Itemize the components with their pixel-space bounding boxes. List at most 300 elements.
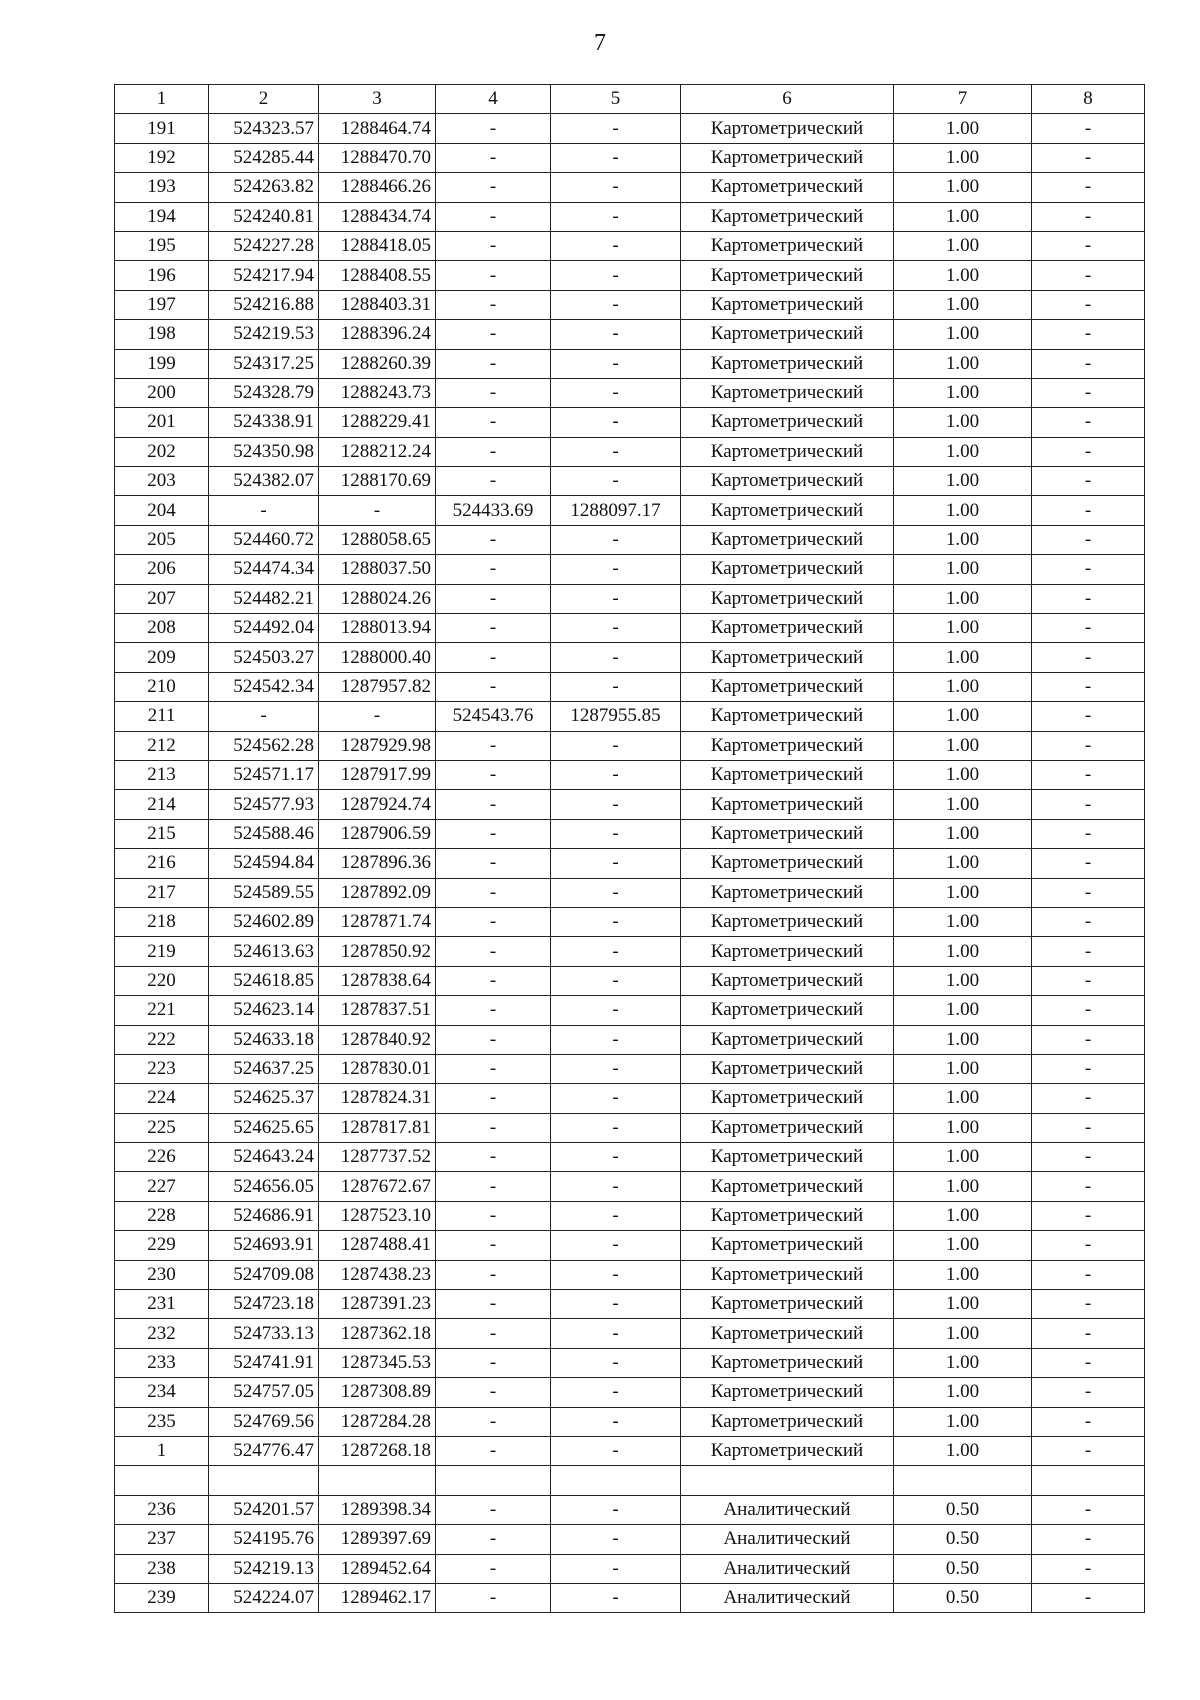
table-cell: - [551, 173, 681, 202]
table-cell: 524656.05 [209, 1172, 319, 1201]
table-row [115, 1054, 1145, 1083]
table-cell: 1287838.64 [319, 966, 436, 995]
table-row [115, 114, 1145, 143]
table-cell: - [551, 349, 681, 378]
table-cell: - [1032, 672, 1145, 701]
table-cell: - [436, 1260, 551, 1289]
table-cell: - [1032, 1348, 1145, 1377]
table-cell: Картометрический [681, 378, 894, 407]
table-row [115, 790, 1145, 819]
table-cell: 195 [115, 231, 209, 260]
table-cell: 1288229.41 [319, 408, 436, 437]
table-cell: - [551, 1143, 681, 1172]
table-cell: 524433.69 [436, 496, 551, 525]
table-row [115, 1378, 1145, 1407]
table-cell: 1287840.92 [319, 1025, 436, 1054]
table-cell: - [209, 496, 319, 525]
table-cell: 1288037.50 [319, 555, 436, 584]
table-row [115, 702, 1145, 731]
table-cell: - [1032, 1407, 1145, 1436]
table-cell: - [551, 1054, 681, 1083]
table-cell: 524562.28 [209, 731, 319, 760]
table-cell: 1287929.98 [319, 731, 436, 760]
table-cell: - [1032, 819, 1145, 848]
page-number: 7 [594, 30, 606, 56]
table-cell: - [436, 231, 551, 260]
table-cell: 1.00 [894, 320, 1032, 349]
table-cell: 524482.21 [209, 584, 319, 613]
table-cell: 1288466.26 [319, 173, 436, 202]
table-cell: 226 [115, 1143, 209, 1172]
table-cell: Картометрический [681, 408, 894, 437]
table-cell: - [551, 672, 681, 701]
table-row [115, 1348, 1145, 1377]
table-cell: 524686.91 [209, 1201, 319, 1230]
table-cell: - [1032, 702, 1145, 731]
table-cell: - [436, 1201, 551, 1230]
table-cell: 524285.44 [209, 143, 319, 172]
table-cell: 1288024.26 [319, 584, 436, 613]
table-cell: 1.00 [894, 584, 1032, 613]
table-cell: - [1032, 1495, 1145, 1524]
table-cell: 229 [115, 1231, 209, 1260]
table-cell: - [436, 849, 551, 878]
table-row [115, 731, 1145, 760]
table-cell: - [551, 996, 681, 1025]
table-cell: 1.00 [894, 173, 1032, 202]
table-cell: 524503.27 [209, 643, 319, 672]
table-cell: - [436, 467, 551, 496]
table-cell: 1.00 [894, 202, 1032, 231]
table-cell: 524693.91 [209, 1231, 319, 1260]
table-row [115, 1260, 1145, 1289]
column-header: 8 [1032, 85, 1145, 114]
table-cell: 1.00 [894, 1407, 1032, 1436]
table-cell: 232 [115, 1319, 209, 1348]
table-cell: - [1032, 555, 1145, 584]
table-cell: 221 [115, 996, 209, 1025]
table-cell: - [436, 525, 551, 554]
table-cell: - [1032, 878, 1145, 907]
table-cell: 1.00 [894, 731, 1032, 760]
table-cell: - [551, 1231, 681, 1260]
table-cell: Картометрический [681, 1113, 894, 1142]
table-cell: Картометрический [681, 1143, 894, 1172]
table-cell: 197 [115, 290, 209, 319]
table-cell: 524625.37 [209, 1084, 319, 1113]
table-cell: 524588.46 [209, 819, 319, 848]
table-row [115, 1583, 1145, 1612]
table-cell: 524227.28 [209, 231, 319, 260]
table-cell: - [551, 614, 681, 643]
table-cell: - [436, 290, 551, 319]
table-cell: - [1032, 1554, 1145, 1583]
table-cell: - [436, 320, 551, 349]
table-cell: 524219.53 [209, 320, 319, 349]
table-cell: - [1032, 202, 1145, 231]
table-cell: 228 [115, 1201, 209, 1230]
table-cell: - [1032, 760, 1145, 789]
column-header: 2 [209, 85, 319, 114]
table-cell: 1288058.65 [319, 525, 436, 554]
table-cell: 224 [115, 1084, 209, 1113]
table-cell: 213 [115, 760, 209, 789]
table-cell: 524741.91 [209, 1348, 319, 1377]
table-cell: - [551, 114, 681, 143]
table-cell: Картометрический [681, 1231, 894, 1260]
table-row [115, 672, 1145, 701]
table-cell: 1287362.18 [319, 1319, 436, 1348]
table-cell: 0.50 [894, 1583, 1032, 1612]
column-header: 1 [115, 85, 209, 114]
table-cell: 524323.57 [209, 114, 319, 143]
table-row [115, 173, 1145, 202]
table-cell: 201 [115, 408, 209, 437]
table-header-row [115, 85, 1145, 114]
table-cell: - [436, 173, 551, 202]
table-cell: 1.00 [894, 1348, 1032, 1377]
table-cell: - [1032, 1113, 1145, 1142]
table-cell: 1.00 [894, 849, 1032, 878]
table-cell [115, 1466, 209, 1495]
table-cell: 524618.85 [209, 966, 319, 995]
table-cell: 191 [115, 114, 209, 143]
table-cell: 205 [115, 525, 209, 554]
table-cell: - [1032, 143, 1145, 172]
table-cell: - [1032, 1201, 1145, 1230]
table-cell: 238 [115, 1554, 209, 1583]
table-row [115, 202, 1145, 231]
table-cell: - [1032, 1025, 1145, 1054]
table-cell: 192 [115, 143, 209, 172]
table-cell: 1289397.69 [319, 1525, 436, 1554]
table-cell: - [551, 966, 681, 995]
table-cell: - [1032, 437, 1145, 466]
table-cell: - [551, 1172, 681, 1201]
table-cell: 1.00 [894, 378, 1032, 407]
table-row [115, 643, 1145, 672]
table-cell: 524613.63 [209, 937, 319, 966]
table-cell: 1288470.70 [319, 143, 436, 172]
table-cell: - [1032, 1290, 1145, 1319]
table-cell: - [1032, 790, 1145, 819]
table-cell: 1.00 [894, 1172, 1032, 1201]
table-cell: - [1032, 1054, 1145, 1083]
table-row [115, 819, 1145, 848]
table-cell: 524201.57 [209, 1495, 319, 1524]
table-cell: - [1032, 496, 1145, 525]
table-cell: 1287672.67 [319, 1172, 436, 1201]
table-cell: Картометрический [681, 584, 894, 613]
table-cell: 524643.24 [209, 1143, 319, 1172]
table-cell: - [551, 1378, 681, 1407]
table-cell: - [436, 1231, 551, 1260]
table-cell: Картометрический [681, 1407, 894, 1436]
table-cell: 1.00 [894, 408, 1032, 437]
table-row [115, 1231, 1145, 1260]
table-cell: Картометрический [681, 996, 894, 1025]
table-cell: 214 [115, 790, 209, 819]
table-cell: Картометрический [681, 819, 894, 848]
table-cell: 1287830.01 [319, 1054, 436, 1083]
table-cell: 1.00 [894, 760, 1032, 789]
table-cell: - [1032, 1084, 1145, 1113]
table-row [115, 878, 1145, 907]
table-cell: - [551, 231, 681, 260]
table-cell: 234 [115, 1378, 209, 1407]
table-cell: 524240.81 [209, 202, 319, 231]
table-cell: - [436, 1348, 551, 1377]
table-cell: 1287906.59 [319, 819, 436, 848]
table-cell: 1.00 [894, 1084, 1032, 1113]
table-cell: - [551, 1319, 681, 1348]
table-cell: - [436, 760, 551, 789]
table-cell: - [551, 1436, 681, 1465]
table-cell: 1287284.28 [319, 1407, 436, 1436]
table-cell: Картометрический [681, 1378, 894, 1407]
column-header: 4 [436, 85, 551, 114]
table-row [115, 584, 1145, 613]
table-cell: 1288243.73 [319, 378, 436, 407]
table-cell: Картометрический [681, 760, 894, 789]
table-cell: - [436, 1290, 551, 1319]
table-cell: 524460.72 [209, 525, 319, 554]
table-cell [551, 1466, 681, 1495]
table-row [115, 437, 1145, 466]
table-row [115, 349, 1145, 378]
table-cell: - [1032, 525, 1145, 554]
table-row [115, 1525, 1145, 1554]
table-cell: Картометрический [681, 731, 894, 760]
table-cell: 1.00 [894, 819, 1032, 848]
table-cell: 1289452.64 [319, 1554, 436, 1583]
table-row [115, 1319, 1145, 1348]
coordinates-table [114, 84, 1145, 1613]
table-cell: - [1032, 378, 1145, 407]
table-cell: 236 [115, 1495, 209, 1524]
table-cell: 524625.65 [209, 1113, 319, 1142]
table-cell: - [209, 702, 319, 731]
table-cell: - [551, 1201, 681, 1230]
table-cell: 1288396.24 [319, 320, 436, 349]
table-cell: 1287438.23 [319, 1260, 436, 1289]
table-cell: 1287308.89 [319, 1378, 436, 1407]
table-cell: 1.00 [894, 1319, 1032, 1348]
table-cell: - [436, 261, 551, 290]
table-cell: - [1032, 1172, 1145, 1201]
table-cell: Картометрический [681, 1172, 894, 1201]
table-cell [209, 1466, 319, 1495]
table-cell: - [436, 1143, 551, 1172]
table-cell: 239 [115, 1583, 209, 1612]
table-cell: 1.00 [894, 966, 1032, 995]
table-cell: 1.00 [894, 525, 1032, 554]
table-cell: - [551, 525, 681, 554]
table-cell: - [436, 937, 551, 966]
table-cell: - [436, 819, 551, 848]
table-cell [1032, 1466, 1145, 1495]
table-cell: 1288097.17 [551, 496, 681, 525]
table-cell: - [551, 261, 681, 290]
table-cell: 1.00 [894, 702, 1032, 731]
table-row [115, 1436, 1145, 1465]
table-cell: 1.00 [894, 614, 1032, 643]
table-cell: Картометрический [681, 878, 894, 907]
table-cell: 202 [115, 437, 209, 466]
table-cell: - [551, 937, 681, 966]
table-cell: - [1032, 1583, 1145, 1612]
table-row [115, 1407, 1145, 1436]
table-row [115, 1143, 1145, 1172]
table-cell: 1287523.10 [319, 1201, 436, 1230]
table-cell [436, 1466, 551, 1495]
table-cell: 524637.25 [209, 1054, 319, 1083]
table-cell: - [1032, 173, 1145, 202]
table-cell: 218 [115, 907, 209, 936]
table-cell: Картометрический [681, 614, 894, 643]
table-cell: - [436, 408, 551, 437]
table-cell: - [1032, 467, 1145, 496]
table-cell: - [436, 1084, 551, 1113]
table-cell: 1288418.05 [319, 231, 436, 260]
table-cell: 200 [115, 378, 209, 407]
table-cell: - [1032, 1143, 1145, 1172]
table-cell: 217 [115, 878, 209, 907]
table-row [115, 996, 1145, 1025]
table-cell: 0.50 [894, 1525, 1032, 1554]
table-cell: 1288434.74 [319, 202, 436, 231]
table-cell: 524216.88 [209, 290, 319, 319]
table-cell: 524543.76 [436, 702, 551, 731]
table-cell: - [551, 1525, 681, 1554]
table-row [115, 1290, 1145, 1319]
table-cell: - [1032, 731, 1145, 760]
table-cell: - [551, 760, 681, 789]
table-cell: 219 [115, 937, 209, 966]
table-cell: - [436, 1583, 551, 1612]
table-cell: - [436, 672, 551, 701]
table-row [115, 320, 1145, 349]
table-cell: - [551, 1348, 681, 1377]
table-cell: Картометрический [681, 672, 894, 701]
table-cell: Аналитический [681, 1583, 894, 1612]
table-cell: - [436, 1378, 551, 1407]
table-cell: - [1032, 290, 1145, 319]
table-cell: - [551, 1407, 681, 1436]
table-cell: Картометрический [681, 231, 894, 260]
table-cell: 207 [115, 584, 209, 613]
table-cell: 223 [115, 1054, 209, 1083]
table-cell: - [1032, 1319, 1145, 1348]
table-cell: 1288212.24 [319, 437, 436, 466]
table-row [115, 1495, 1145, 1524]
table-cell: 1.00 [894, 1290, 1032, 1319]
table-body [115, 114, 1145, 1613]
table-row [115, 467, 1145, 496]
table-cell: 227 [115, 1172, 209, 1201]
table-cell: - [319, 496, 436, 525]
table-cell: - [551, 849, 681, 878]
table-cell: 1.00 [894, 878, 1032, 907]
table-cell: - [551, 643, 681, 672]
table-cell: - [551, 1495, 681, 1524]
table-cell: Картометрический [681, 1260, 894, 1289]
table-cell: 1288260.39 [319, 349, 436, 378]
table-row [115, 555, 1145, 584]
table-cell: 1287955.85 [551, 702, 681, 731]
table-cell: 524224.07 [209, 1583, 319, 1612]
table-cell: 1.00 [894, 143, 1032, 172]
table-cell: 1.00 [894, 114, 1032, 143]
table-cell: 1287817.81 [319, 1113, 436, 1142]
table-cell: 524709.08 [209, 1260, 319, 1289]
table-cell: - [436, 614, 551, 643]
table-cell [681, 1466, 894, 1495]
table-cell: - [436, 1554, 551, 1583]
table-cell: Картометрический [681, 702, 894, 731]
table-row [115, 290, 1145, 319]
table-row [115, 760, 1145, 789]
table-cell: 524757.05 [209, 1378, 319, 1407]
table-cell: Картометрический [681, 643, 894, 672]
column-header: 3 [319, 85, 436, 114]
table-cell: 524328.79 [209, 378, 319, 407]
table-cell: - [436, 790, 551, 819]
table-cell: - [436, 437, 551, 466]
table-cell [319, 1466, 436, 1495]
table-cell: - [551, 1290, 681, 1319]
table-cell: 524723.18 [209, 1290, 319, 1319]
table-row [115, 1113, 1145, 1142]
table-cell: 524219.13 [209, 1554, 319, 1583]
table-cell: - [436, 1025, 551, 1054]
table-row [115, 966, 1145, 995]
table-cell: Картометрический [681, 467, 894, 496]
table-row [115, 231, 1145, 260]
table-cell: - [1032, 907, 1145, 936]
table-cell: - [436, 1113, 551, 1142]
table-cell: 1287917.99 [319, 760, 436, 789]
table-cell: 194 [115, 202, 209, 231]
table-cell: - [1032, 614, 1145, 643]
table-cell: Аналитический [681, 1525, 894, 1554]
table-cell: - [436, 1525, 551, 1554]
table-cell: Картометрический [681, 1290, 894, 1319]
table-cell [894, 1466, 1032, 1495]
table-cell: 1.00 [894, 555, 1032, 584]
table-cell: 1288408.55 [319, 261, 436, 290]
table-cell: - [551, 790, 681, 819]
table-cell: 524492.04 [209, 614, 319, 643]
table-cell: - [436, 907, 551, 936]
table-cell: - [551, 467, 681, 496]
table-cell: Картометрический [681, 1025, 894, 1054]
table-cell: 524382.07 [209, 467, 319, 496]
table-cell: 1.00 [894, 1113, 1032, 1142]
table-cell: 524350.98 [209, 437, 319, 466]
table-cell: - [436, 996, 551, 1025]
table-cell: 1287824.31 [319, 1084, 436, 1113]
table-cell: 199 [115, 349, 209, 378]
table-cell: Картометрический [681, 525, 894, 554]
table-cell: 1.00 [894, 1143, 1032, 1172]
table-cell: - [551, 320, 681, 349]
table-cell: - [551, 437, 681, 466]
table-cell: - [436, 966, 551, 995]
table-cell: 1.00 [894, 496, 1032, 525]
table-cell: 1287488.41 [319, 1231, 436, 1260]
table-cell: - [1032, 643, 1145, 672]
